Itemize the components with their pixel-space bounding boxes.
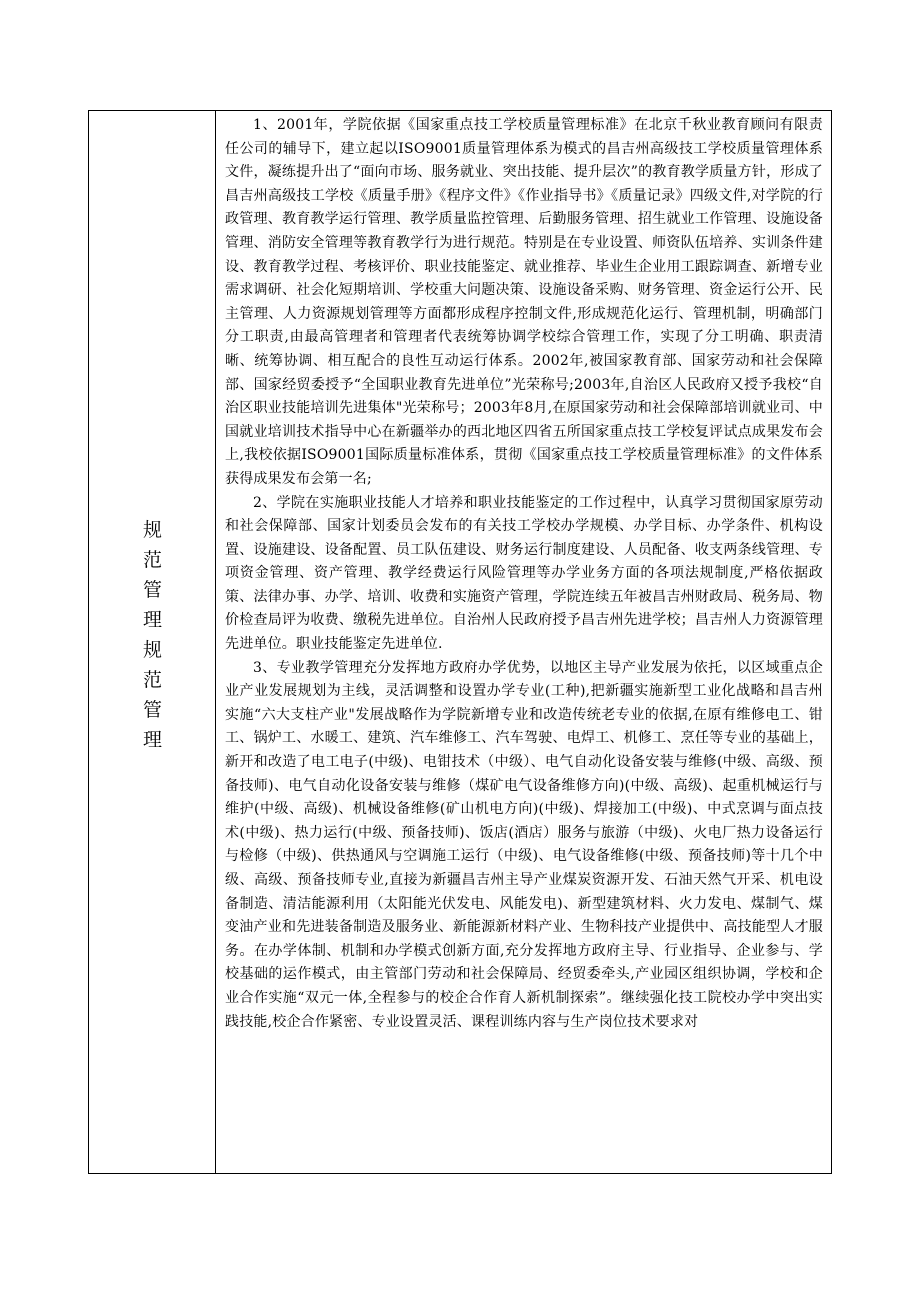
content-cell (217, 111, 831, 1173)
section-label-char: 理 (142, 729, 162, 751)
section-label-char: 理 (142, 609, 162, 631)
document-table (88, 110, 832, 1174)
section-label-char: 范 (142, 549, 162, 571)
section-label-char: 管 (142, 699, 162, 721)
section-label-char: 规 (142, 639, 162, 661)
paragraph-1: 1、2001年，学院依据《国家重点技工学校质量管理标准》在北京千秋业教育顾问有限责任公司的辅导下，建立起以ISO9001质量管理体系为模式的昌吉州高级技工学校质量管理体系文件，凝练提升出了“面向市场、服务就业、突出技能、提升层次”的教育教学质量方针，形成了昌吉州高级技工学校《质量手册》《程序文件》《作业指导书》《质量记录》四级文件,对学院的行政管理、教育教学运行管理、教学质量监控管理、后勤服务管理、招生就业工作管理、设施设备管理、消防安全管理等教育教学行为进行规范。特别是在专业设置、师资队伍培养、实训条件建设、教育教学过程、考核评价、职业技能鉴定、就业推荐、毕业生企业用工跟踪调查、新增专业需求调研、社会化短期培训、学校重大问题决策、设施设备采购、财务管理、资金运行公开、民主管理、人力资源规划管理等方面都形成程序控制文件,形成规范化运行、管理机制，明确部门分工职责,由最高管理者和管理者代表统筹协调学校综合管理工作，实现了分工明确、职责清晰、统筹协调、相互配合的良性互动运行体系。2002年,被国家教育部、国家劳动和社会保障部、国家经贸委授予“全国职业教育先进单位”光荣称号;2003年,自治区人民政府又授予我校“自治区职业技能培训先进集体"光荣称号；2003年8月,在原国家劳动和社会保障部培训就业司、中国就业培训技术指导中心在新疆举办的西北地区四省五所国家重点技工学校复评试点成果发布会上,我校依据ISO9001国际质量标准体系，贯彻《国家重点技工学校质量管理标准》的文件体系获得成果发布会第一名; (225, 117, 823, 487)
paragraph-3: 3、专业教学管理充分发挥地方政府办学优势，以地区主导产业发展为依托，以区域重点企业产业发展规划为主线，灵活调整和设置办学专业(工种),把新疆实施新型工业化战略和昌吉州实施“六大支柱产业"发展战略作为学院新增专业和改造传统老专业的依据,在原有维修电工、钳工、锅炉工、水暖工、建筑、汽车维修工、汽车驾驶、电焊工、机修工、烹任等专业的基础上，新开和改造了电工电子(中级)、电钳技术（中级）、电气自动化设备安装与维修(中级、高级、预备技师)、电气自动化设备安装与维修（煤矿电气设备维修方向)(中级、高级)、起重机械运行与维护(中级、高级)、机械设备维修(矿山机电方向)(中级)、焊接加工(中级)、中式烹调与面点技术(中级)、热力运行(中级、预备技师)、饭店(酒店）服务与旅游（中级)、火电厂热力设备运行与检修（中级)、供热通风与空调施工运行（中级)、电气设备维修(中级、预备技师)等十几个中级、高级、预备技师专业,直接为新疆昌吉州主导产业煤炭资源开发、石油天然气开采、机电设备制造、清洁能源利用（太阳能光伏发电、风能发电)、新型建筑材料、火力发电、煤制气、煤变油产业和先进装备制造及服务业、新能源新材料产业、生物科技产业提供中、高技能型人才服务。在办学体制、机制和办学模式创新方面,充分发挥地方政府主导、行业指导、企业参与、学校基础的运作模式，由主管部门劳动和社会保障局、经贸委牵头,产业园区组织协调，学校和企业合作实施“双元一体,全程参与的校企合作育人新机制探索”。继续强化技工院校办学中突出实践技能,校企合作紧密、专业设置灵活、课程训练内容与生产岗位技术要求对 (225, 659, 823, 1030)
section-label-char: 范 (142, 669, 162, 691)
section-label (89, 515, 216, 755)
paragraph-2: 2、学院在实施职业技能人才培养和职业技能鉴定的工作过程中，认真学习贯彻国家原劳动和社会保障部、国家计划委员会发布的有关技工学校办学规模、办学目标、办学条件、机构设置、设施建设、设备配置、员工队伍建设、财务运行制度建设、人员配备、收支两条线管理、专项资金管理、资产管理、教学经费运行风险管理等办学业务方面的各项法规制度,严格依据政策、法律办事、办学、培训、收费和实施资产管理，学院连续五年被昌吉州财政局、税务局、物价检查局评为收费、缴税先进单位。自治州人民政府授予昌吉州先进学校；昌吉州人力资源管理先进单位。职业技能鉴定先进单位. (225, 494, 823, 653)
section-label-char: 规 (142, 519, 162, 541)
section-label-char: 管 (142, 579, 162, 601)
section-label-cell (89, 111, 216, 1173)
